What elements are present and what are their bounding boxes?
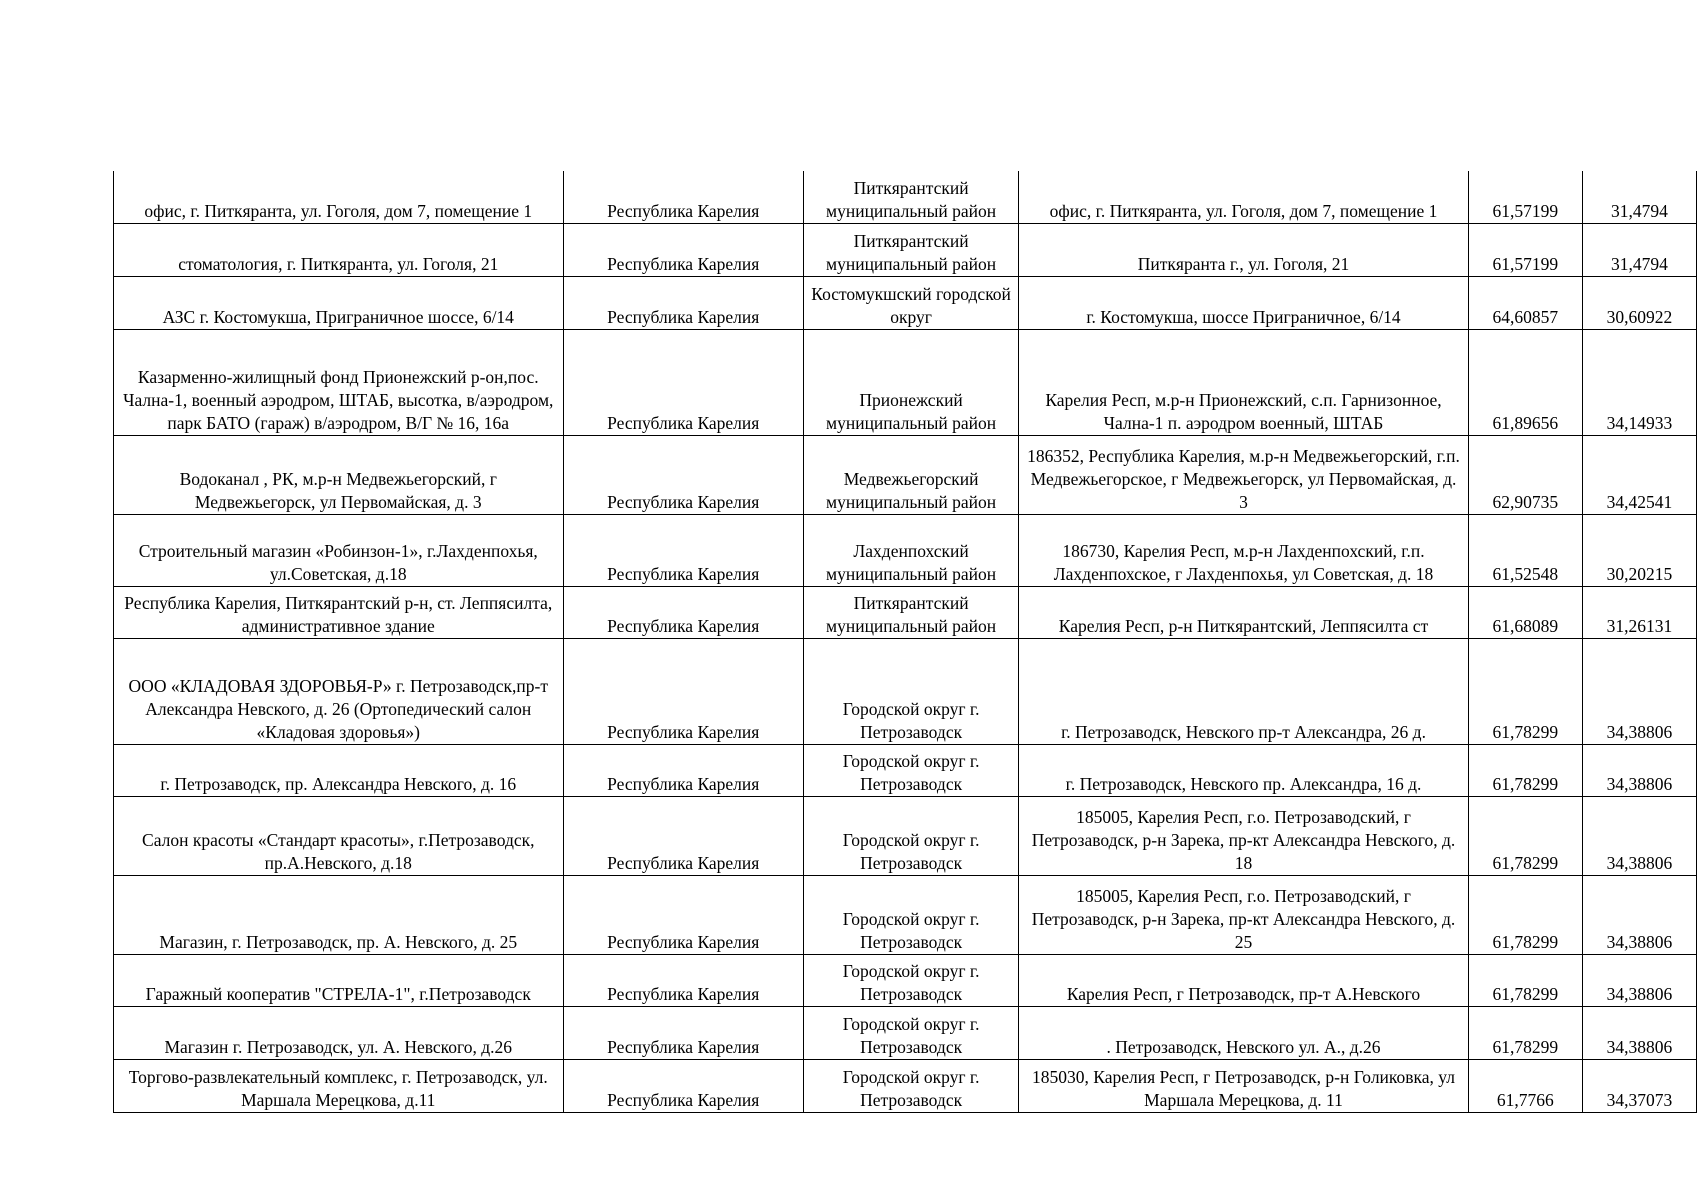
address-cell: Питкяранта г., ул. Гоголя, 21 xyxy=(1019,223,1469,276)
table-row xyxy=(114,276,1697,329)
municipality-cell: Городской округ г. Петрозаводск xyxy=(803,1006,1018,1059)
name-cell: стоматология, г. Питкяранта, ул. Гоголя, 21 xyxy=(114,223,564,276)
table-row xyxy=(114,744,1697,796)
longitude-cell: 34,38806 xyxy=(1582,638,1696,744)
longitude-cell: 31,4794 xyxy=(1582,171,1696,223)
address-cell: офис, г. Питкяранта, ул. Гоголя, дом 7, помещение 1 xyxy=(1019,171,1469,223)
latitude-cell: 61,7766 xyxy=(1468,1059,1582,1112)
latitude-cell: 61,78299 xyxy=(1468,638,1582,744)
latitude-cell: 61,57199 xyxy=(1468,171,1582,223)
region-cell: Республика Карелия xyxy=(563,638,803,744)
address-cell: 185005, Карелия Респ, г.о. Петрозаводский, г Петрозаводск, р-н Зарека, пр-кт Александра Невского, д. 25 xyxy=(1019,875,1469,954)
region-cell: Республика Карелия xyxy=(563,223,803,276)
table-row xyxy=(114,586,1697,638)
table-row xyxy=(114,223,1697,276)
latitude-cell: 62,90735 xyxy=(1468,435,1582,514)
name-cell: г. Петрозаводск, пр. Александра Невского, д. 16 xyxy=(114,744,564,796)
table-row xyxy=(114,514,1697,586)
municipality-cell: Медвежьегорский муниципальный район xyxy=(803,435,1018,514)
address-cell: Карелия Респ, г Петрозаводск, пр-т А.Невского xyxy=(1019,954,1469,1006)
address-cell: 185030, Карелия Респ, г Петрозаводск, р-н Голиковка, ул Маршала Мерецкова, д. 11 xyxy=(1019,1059,1469,1112)
address-cell: 186730, Карелия Респ, м.р-н Лахденпохский, г.п. Лахденпохское, г Лахденпохья, ул Советская, д. 18 xyxy=(1019,514,1469,586)
region-cell: Республика Карелия xyxy=(563,796,803,875)
municipality-cell: Питкярантский муниципальный район xyxy=(803,586,1018,638)
region-cell: Республика Карелия xyxy=(563,171,803,223)
region-cell: Республика Карелия xyxy=(563,1006,803,1059)
name-cell: Республика Карелия, Питкярантский р-н, ст. Леппясилта, административное здание xyxy=(114,586,564,638)
name-cell: офис, г. Питкяранта, ул. Гоголя, дом 7, помещение 1 xyxy=(114,171,564,223)
latitude-cell: 61,52548 xyxy=(1468,514,1582,586)
longitude-cell: 31,26131 xyxy=(1582,586,1696,638)
municipality-cell: Костомукшский городской округ xyxy=(803,276,1018,329)
table-row xyxy=(114,329,1697,435)
name-cell: АЗС г. Костомукша, Приграничное шоссе, 6/14 xyxy=(114,276,564,329)
address-cell: Карелия Респ, р-н Питкярантский, Леппясилта ст xyxy=(1019,586,1469,638)
name-cell: Торгово-развлекательный комплекс, г. Петрозаводск, ул. Маршала Мерецкова, д.11 xyxy=(114,1059,564,1112)
latitude-cell: 61,68089 xyxy=(1468,586,1582,638)
region-cell: Республика Карелия xyxy=(563,954,803,1006)
table-row xyxy=(114,1006,1697,1059)
municipality-cell: Городской округ г. Петрозаводск xyxy=(803,954,1018,1006)
municipality-cell: Городской округ г. Петрозаводск xyxy=(803,1059,1018,1112)
municipality-cell: Питкярантский муниципальный район xyxy=(803,223,1018,276)
region-cell: Республика Карелия xyxy=(563,744,803,796)
region-cell: Республика Карелия xyxy=(563,586,803,638)
latitude-cell: 61,89656 xyxy=(1468,329,1582,435)
latitude-cell: 64,60857 xyxy=(1468,276,1582,329)
municipality-cell: Питкярантский муниципальный район xyxy=(803,171,1018,223)
longitude-cell: 34,37073 xyxy=(1582,1059,1696,1112)
latitude-cell: 61,78299 xyxy=(1468,1006,1582,1059)
longitude-cell: 34,38806 xyxy=(1582,796,1696,875)
longitude-cell: 30,60922 xyxy=(1582,276,1696,329)
table-row xyxy=(114,171,1697,223)
region-cell: Республика Карелия xyxy=(563,875,803,954)
longitude-cell: 34,38806 xyxy=(1582,954,1696,1006)
municipality-cell: Городской округ г. Петрозаводск xyxy=(803,744,1018,796)
region-cell: Республика Карелия xyxy=(563,514,803,586)
municipality-cell: Городской округ г. Петрозаводск xyxy=(803,875,1018,954)
latitude-cell: 61,57199 xyxy=(1468,223,1582,276)
address-cell: Карелия Респ, м.р-н Прионежский, с.п. Гарнизонное, Чална-1 п. аэродром военный, ШТАБ xyxy=(1019,329,1469,435)
latitude-cell: 61,78299 xyxy=(1468,796,1582,875)
longitude-cell: 34,38806 xyxy=(1582,875,1696,954)
municipality-cell: Лахденпохский муниципальный район xyxy=(803,514,1018,586)
table-row xyxy=(114,875,1697,954)
name-cell: Магазин г. Петрозаводск, ул. А. Невского, д.26 xyxy=(114,1006,564,1059)
address-cell: г. Петрозаводск, Невского пр. Александра, 16 д. xyxy=(1019,744,1469,796)
municipality-cell: Городской округ г. Петрозаводск xyxy=(803,796,1018,875)
address-cell: 185005, Карелия Респ, г.о. Петрозаводский, г Петрозаводск, р-н Зарека, пр-кт Александра Невского, д. 18 xyxy=(1019,796,1469,875)
municipality-cell: Прионежский муниципальный район xyxy=(803,329,1018,435)
longitude-cell: 30,20215 xyxy=(1582,514,1696,586)
name-cell: Казарменно-жилищный фонд Прионежский р-он,пос. Чална-1, военный аэродром, ШТАБ, высотка, в/аэродром, парк БАТО (гараж) в/аэродром, В/Г № 16, 16а xyxy=(114,329,564,435)
name-cell: ООО «КЛАДОВАЯ ЗДОРОВЬЯ-Р» г. Петрозаводск,пр-т Александра Невского, д. 26 (Ортопедический салон «Кладовая здоровья») xyxy=(114,638,564,744)
table-row xyxy=(114,954,1697,1006)
table-row xyxy=(114,638,1697,744)
table-row xyxy=(114,796,1697,875)
name-cell: Строительный магазин «Робинзон-1», г.Лахденпохья, ул.Советская, д.18 xyxy=(114,514,564,586)
name-cell: Водоканал , РК, м.р-н Медвежьегорский, г Медвежьегорск, ул Первомайская, д. 3 xyxy=(114,435,564,514)
longitude-cell: 34,38806 xyxy=(1582,744,1696,796)
longitude-cell: 34,14933 xyxy=(1582,329,1696,435)
longitude-cell: 31,4794 xyxy=(1582,223,1696,276)
address-cell: . Петрозаводск, Невского ул. А., д.26 xyxy=(1019,1006,1469,1059)
address-table-body xyxy=(114,171,1697,1112)
table-row xyxy=(114,1059,1697,1112)
region-cell: Республика Карелия xyxy=(563,435,803,514)
region-cell: Республика Карелия xyxy=(563,276,803,329)
region-cell: Республика Карелия xyxy=(563,329,803,435)
table-row xyxy=(114,435,1697,514)
longitude-cell: 34,38806 xyxy=(1582,1006,1696,1059)
name-cell: Салон красоты «Стандарт красоты», г.Петрозаводск, пр.А.Невского, д.18 xyxy=(114,796,564,875)
name-cell: Гаражный кооператив "СТРЕЛА-1", г.Петрозаводск xyxy=(114,954,564,1006)
latitude-cell: 61,78299 xyxy=(1468,744,1582,796)
latitude-cell: 61,78299 xyxy=(1468,954,1582,1006)
longitude-cell: 34,42541 xyxy=(1582,435,1696,514)
address-cell: г. Петрозаводск, Невского пр-т Александра, 26 д. xyxy=(1019,638,1469,744)
address-cell: 186352, Республика Карелия, м.р-н Медвежьегорский, г.п. Медвежьегорское, г Медвежьегорск, ул Первомайская, д. 3 xyxy=(1019,435,1469,514)
address-table xyxy=(113,171,1697,1113)
municipality-cell: Городской округ г. Петрозаводск xyxy=(803,638,1018,744)
address-cell: г. Костомукша, шоссе Приграничное, 6/14 xyxy=(1019,276,1469,329)
region-cell: Республика Карелия xyxy=(563,1059,803,1112)
latitude-cell: 61,78299 xyxy=(1468,875,1582,954)
name-cell: Магазин, г. Петрозаводск, пр. А. Невского, д. 25 xyxy=(114,875,564,954)
